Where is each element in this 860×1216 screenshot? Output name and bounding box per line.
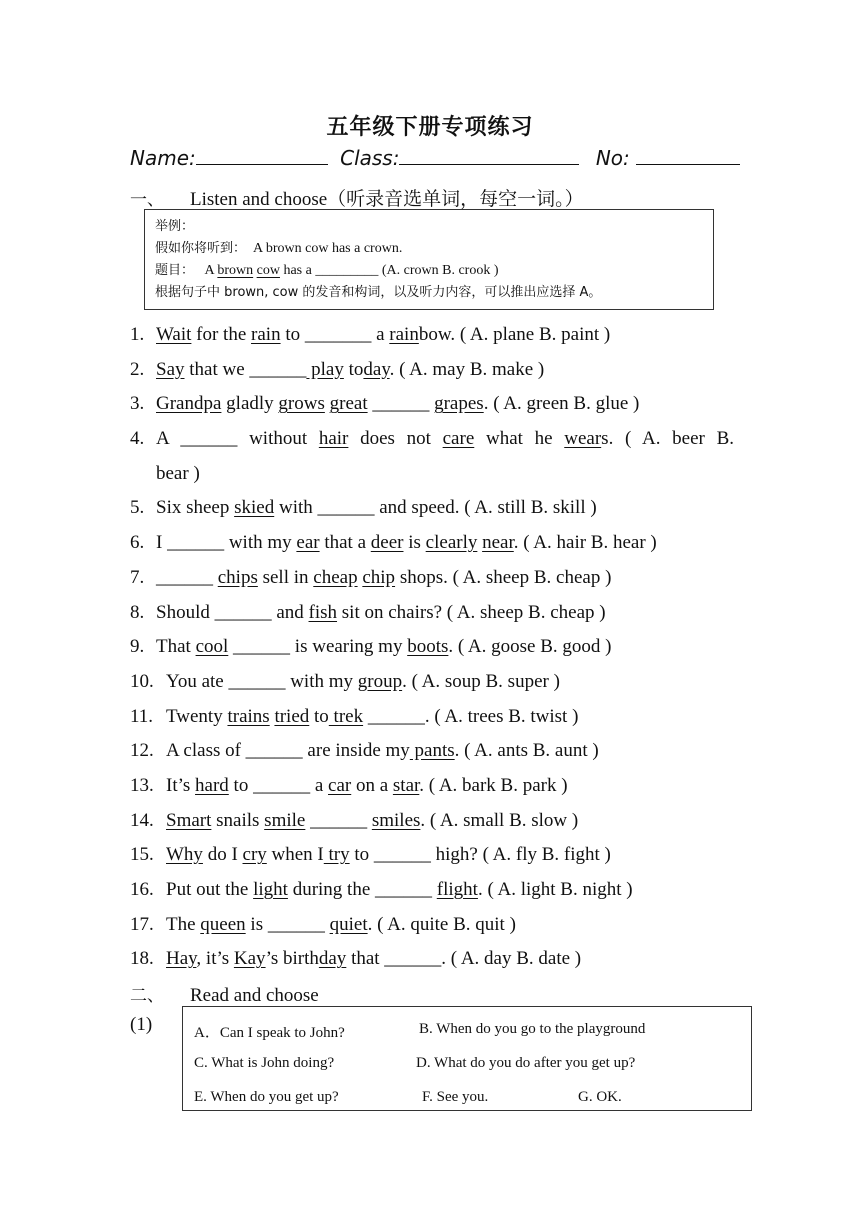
question-text-part: . ( A. soup B. super ) [402,670,560,692]
question-text-part: during the ______ [287,879,437,900]
name-field[interactable] [196,146,328,165]
question-number: 7. [130,566,145,588]
section-number: 一、 [130,190,164,210]
question-text [156,630,611,665]
underlined-word: care [442,428,475,450]
question-item [130,942,735,977]
question-text-part: Should ______ and [156,601,309,623]
no-field[interactable] [636,146,740,165]
underlined-word: grows [278,393,325,415]
page-title: 五年级下册专项练习 [326,115,534,140]
question-number: 14. [130,809,154,831]
question-item [130,561,735,596]
question-text-part: do I [202,844,243,866]
question-text-part: does not [348,428,443,450]
question-item [130,665,735,700]
underlined-word: chips [217,566,258,588]
question-text [156,353,544,388]
question-text-part: sit on chairs? ( A. sheep B. cheap ) [337,601,606,623]
question-number: 13. [130,774,154,796]
question-text [156,561,611,596]
question-text [156,526,657,561]
section-number: 二、 [130,986,164,1006]
question-item [130,491,735,526]
underlined-word: trek [328,705,364,727]
question-number: (1) [130,1014,153,1035]
question-text-part: bow. ( A. plane B. paint ) [418,324,611,345]
option-e: E. When do you get up? [194,1089,339,1105]
question-text [166,942,581,977]
question-item [130,908,735,943]
option-f: F. See you. [422,1089,489,1105]
question-text-part: . ( A. bark B. park ) [419,774,568,796]
question-text-part: is ______ [245,913,330,935]
question-number: 4. [130,428,145,450]
underlined-word: Grandpa [156,393,222,415]
question-text-part: Put out the [166,879,254,900]
name-label: Name: [130,146,196,170]
question-text-part: . ( A. hair B. hear ) [513,532,657,554]
example-box [144,209,714,310]
question-number: 12. [130,740,154,762]
question-text-part: shops. ( A. sheep B. cheap ) [395,566,612,588]
option-b: B. When do you go to the playground [419,1021,646,1037]
underlined-word: day [363,358,390,380]
example-explanation: 根据句子中 brown, cow 的发音和构词，以及听力内容，可以推出应选择 A。 [155,285,602,300]
class-label: Class: [340,146,400,170]
question-text-part: on a [351,774,393,796]
underlined-word: light [253,879,288,900]
question-text [156,491,597,526]
question-text-part: , it’s [196,948,234,970]
underlined-word: skied [234,497,275,519]
question-number: 9. [130,636,145,658]
question-text-part: Twenty [166,705,228,727]
example-underlined-word: brown [217,263,254,278]
question-item [130,457,735,492]
underlined-word: grapes [434,393,484,415]
question-text-part: ______. ( A. trees B. twist ) [363,705,579,727]
question-text-part: . ( A. quite B. quit ) [367,913,516,935]
section-two-heading [130,981,319,1007]
question-number: 2. [130,358,145,380]
option-d: D. What do you do after you get up? [416,1055,636,1071]
question-number: 11. [130,705,154,727]
underlined-word: cheap [313,566,358,588]
example-sentence: A brown cow has a crown. [253,241,403,256]
question-text-part: . ( A. small B. slow ) [420,809,579,831]
question-item [130,387,735,422]
question-text-part: gladly [221,393,279,415]
question-item [130,526,735,561]
underlined-word: deer [370,532,404,554]
underlined-word: car [328,774,352,796]
question-text [156,387,639,422]
underlined-word: quiet [329,913,368,935]
question-text-part: to [309,705,329,727]
question-text-part: ______ [305,809,372,831]
example-label: 举例： [155,219,195,234]
underlined-word: cool [195,636,229,658]
question-text-part: . ( A. ants B. aunt ) [454,740,599,762]
question-text-part: That [156,636,196,658]
options-box [182,1006,752,1111]
underlined-word: queen [200,913,246,935]
example-question-label: 题目： [155,263,195,278]
question-text [166,769,568,804]
question-text [156,318,610,353]
student-info-line [130,146,740,170]
underlined-word: smile [264,809,306,831]
question-text-part: I ______ with my [156,532,297,554]
question-number: 17. [130,913,154,935]
section-one-heading [130,184,584,211]
question-text [166,908,516,943]
question-text-part: to ______ a [228,774,329,796]
underlined-word: group [357,670,403,692]
question-text [156,596,606,631]
underlined-word: Smart [166,809,212,831]
question-item [130,422,735,457]
underlined-word: fish [308,601,338,623]
option-g: G. OK. [578,1089,622,1105]
example-underlined-word: cow [256,263,280,278]
question-item [130,838,735,873]
underlined-word: Hay [166,948,197,970]
question-item [130,353,735,388]
option-a: A．Can I speak to John? [194,1025,345,1041]
question-text-part: bear ) [156,462,200,484]
question-number: 15. [130,844,154,866]
question-text-part: for the [191,324,252,345]
section-title: Listen and choose（听录音选单词，每空一词。） [190,189,584,210]
question-text [166,700,578,735]
question-text-part: to [343,358,364,380]
underlined-word: smiles [371,809,421,831]
underlined-word: play [306,358,344,380]
question-text-part: You ate ______ with my [166,670,358,692]
question-text-part: to ______ high? ( A. fly B. fight ) [349,844,611,866]
question-item [130,630,735,665]
question-text [166,665,560,700]
question-text-part: what he [474,428,565,450]
underlined-word: hair [318,428,349,450]
question-text-part: to _______ a [280,324,390,345]
question-text-part: ______ [367,393,435,415]
example-question-text: has a _________ (A. crown B. crook ) [279,263,499,278]
question-text-part: ’s birth [265,948,319,970]
question-text-part: The [166,913,201,935]
question-text-part: when I [266,844,324,866]
underlined-word: ear [296,532,320,554]
question-text [166,734,599,769]
question-text-part: that we ______ [184,358,307,380]
question-number: 16. [130,879,154,900]
question-text-part: . ( A. goose B. good ) [448,636,612,658]
class-field[interactable] [399,146,579,165]
question-number: 18. [130,948,154,970]
underlined-word: trains [227,705,270,727]
no-label: No: [595,146,630,170]
question-text-part: with ______ and speed. ( A. still B. skill ) [274,497,597,519]
question-text [166,804,578,839]
question-text-part: . ( A. green B. glue ) [483,393,640,415]
underlined-word: boots [407,636,449,658]
question-item [130,700,735,735]
underlined-word: wear [564,428,602,450]
question-item [130,804,735,839]
question-item [130,596,735,631]
underlined-word: great [329,393,368,415]
example-question-text: A [204,263,218,278]
underlined-word: day [318,948,347,970]
underlined-word: hard [195,774,229,796]
underlined-word: Why [166,844,203,866]
underlined-word: flight [436,879,478,900]
question-item [130,769,735,804]
underlined-word: rain [389,324,419,345]
question-text-part: is [403,532,426,554]
question-text-part: A class of ______ are inside my [166,740,410,762]
question-number: 6. [130,532,145,554]
question-item [130,318,735,353]
question-number: 1. [130,324,145,345]
question-text-part: sell in [257,566,314,588]
question-text-part: It’s [166,774,196,796]
underlined-word: Say [156,358,185,380]
question-number: 5. [130,497,145,519]
question-number: 8. [130,601,145,623]
underlined-word: star [392,774,420,796]
question-number: 10. [130,670,154,692]
question-text-part: snails [211,809,265,831]
underlined-word: try [323,844,350,866]
question-text-part: ______ is wearing my [228,636,408,658]
question-text-part: that ______. ( A. day B. date ) [346,948,582,970]
example-listen-label: 假如你将听到： [155,241,247,256]
question-text [166,838,611,873]
underlined-word: Wait [156,324,192,345]
question-text-part: that a [319,532,371,554]
question-item [130,734,735,769]
underlined-word: cry [242,844,267,866]
question-text [166,873,633,908]
underlined-word: tried [274,705,310,727]
underlined-word: rain [251,324,281,345]
question-list [130,318,735,977]
underlined-word: near [482,532,514,554]
question-text [156,422,734,457]
underlined-word: pants [409,740,455,762]
option-c: C. What is John doing? [194,1055,335,1071]
section-title: Read and choose [190,985,319,1006]
question-text-part: A ______ without [156,428,319,450]
question-text [156,457,200,492]
question-item [130,873,735,908]
underlined-word: Kay [233,948,266,970]
underlined-word: chip [362,566,396,588]
question-text-part: s. ( A. beer B. [601,428,734,450]
underlined-word: clearly [425,532,478,554]
question-text-part: Six sheep [156,497,235,519]
question-text-part: . ( A. light B. night ) [477,879,633,900]
question-number: 3. [130,393,145,415]
question-text-part: . ( A. may B. make ) [389,358,545,380]
question-text-part: ______ [156,566,218,588]
